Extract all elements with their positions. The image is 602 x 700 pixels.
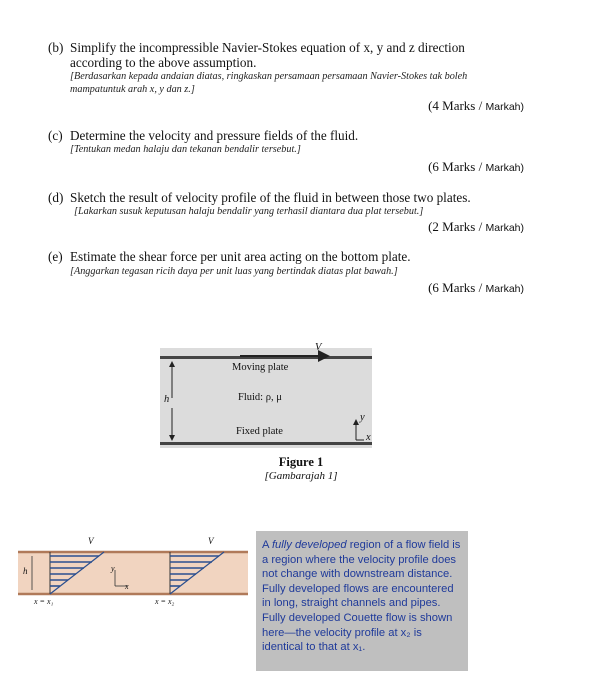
question-e-translation: [Anggarkan tegasan ricih daya per unit luas yang bertindak diatas plat bawah.] xyxy=(70,266,398,277)
question-b-text-cont: according to the above assumption. xyxy=(70,55,257,70)
figure-1-caption: Figure 1 xyxy=(278,455,324,469)
note-x1: x₁ xyxy=(352,641,363,654)
question-d-text: Sketch the result of velocity profile of the fluid in between those two plates. xyxy=(70,190,471,205)
note-text xyxy=(256,531,468,655)
y-label: y xyxy=(111,564,115,573)
question-c-text: Determine the velocity and pressure fields of the fluid. xyxy=(70,128,359,143)
h-label: h xyxy=(23,566,28,576)
question-b-label: (b) xyxy=(48,40,64,55)
fully-developed-note xyxy=(256,531,468,671)
figure-1-caption-my: [Gambarajah 1] xyxy=(264,470,338,482)
fixed-plate-label: Fixed plate xyxy=(236,426,283,437)
note-x2: x₂ xyxy=(400,626,411,639)
x1-label: x = x₁ xyxy=(34,597,54,606)
y-axis-label: y xyxy=(360,412,365,423)
moving-plate-label: Moving plate xyxy=(232,362,289,373)
question-d-label: (d) xyxy=(48,190,64,205)
x-label: x xyxy=(125,582,129,591)
question-d-translation: [Lakarkan susuk keputusan halaju bendalir yang terhasil diantara dua plat tersebut.] xyxy=(74,206,424,217)
marks-my: Markah) xyxy=(485,283,524,295)
marks-en: (6 Marks / xyxy=(428,280,483,295)
v-label-left: V xyxy=(88,536,94,546)
note-part: A xyxy=(262,539,272,551)
question-e-text: Estimate the shear force per unit area acting on the bottom plate. xyxy=(70,249,411,264)
question-b-text: Simplify the incompressible Navier-Stokes equation of x, y and z direction xyxy=(70,40,465,55)
question-b-translation-cont: mampatuntuk arah x, y dan z.] xyxy=(70,84,195,95)
velocity-label: V xyxy=(315,342,322,353)
v-label-right: V xyxy=(208,536,214,546)
question-c-translation: [Tentukan medan halaju dan tekanan bendalir tersebut.] xyxy=(70,144,301,155)
note-emphasis: fully developed xyxy=(271,539,347,551)
question-e-marks xyxy=(428,280,524,296)
fluid-label: Fluid: ρ, μ xyxy=(238,392,282,403)
question-c-label: (c) xyxy=(48,128,63,143)
marks-en: (4 Marks / xyxy=(428,98,483,113)
question-b-marks xyxy=(428,98,524,114)
note-part: region of a flow field is a region where the velocity profile does not change with downstream distance. Fully developed flows are encountered in long, straight channels and pipes. Fully developed Couette flow is shown here—the velocity profile at xyxy=(262,539,461,639)
marks-my: Markah) xyxy=(485,222,524,234)
question-b-translation: [Berdasarkan kepada andaian diatas, ringkaskan persamaan persamaan Navier-Stokes tak boleh xyxy=(70,71,468,82)
marks-en: (6 Marks / xyxy=(428,159,483,174)
channel-fluid xyxy=(18,552,248,594)
x2-label: x = x₂ xyxy=(155,597,175,606)
marks-my: Markah) xyxy=(485,101,524,113)
question-c-marks xyxy=(428,159,524,175)
height-label: h xyxy=(164,394,170,405)
marks-my: Markah) xyxy=(485,162,524,174)
question-d-marks xyxy=(428,219,524,235)
note-part: is identical to that at xyxy=(262,626,422,654)
note-part: . xyxy=(362,641,366,654)
x-axis-label: x xyxy=(366,432,371,443)
question-e-label: (e) xyxy=(48,249,63,264)
marks-en: (2 Marks / xyxy=(428,219,483,234)
couette-flow-diagram xyxy=(18,548,248,598)
figure-1-diagram xyxy=(160,342,372,448)
